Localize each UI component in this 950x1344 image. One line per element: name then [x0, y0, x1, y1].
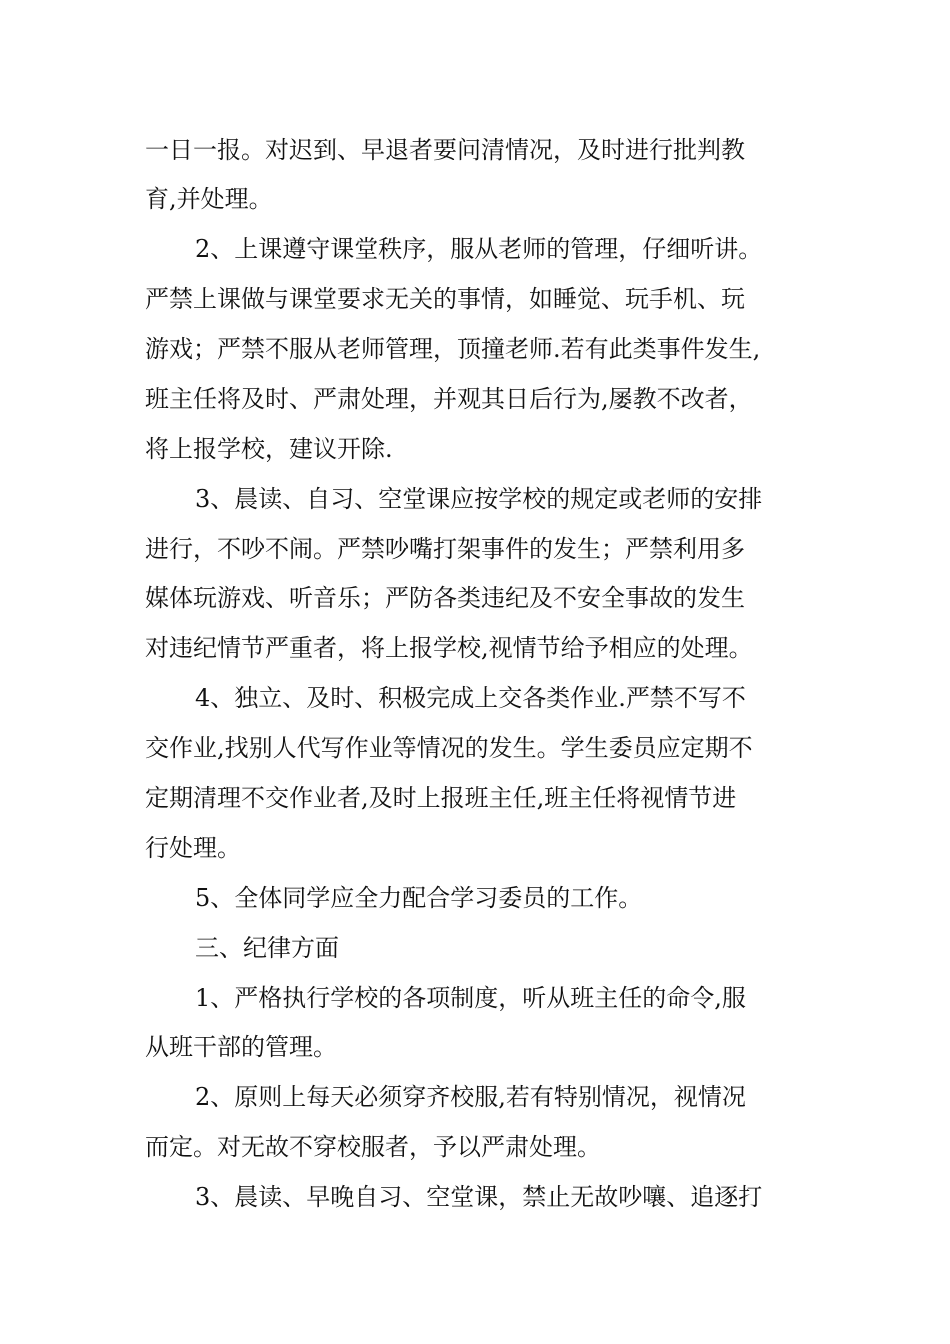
text-line: 2、原则上每天必须穿齐校服,若有特别情况，视情况 [195, 1083, 746, 1111]
text-line: 5、全体同学应全力配合学习委员的工作。 [195, 884, 643, 912]
text-line: 2、上课遵守课堂秩序，服从老师的管理，仔细听讲。 [195, 235, 763, 263]
section-heading: 三、纪律方面 [195, 934, 339, 962]
text-line: 育,并处理。 [145, 185, 273, 213]
text-line: 将上报学校，建议开除. [145, 435, 393, 463]
text-line: 一日一报。对迟到、早退者要问清情况，及时进行批判教 [145, 136, 745, 164]
text-line: 从班干部的管理。 [145, 1033, 337, 1061]
text-line: 4、独立、及时、积极完成上交各类作业.严禁不写不 [195, 684, 746, 712]
text-line: 3、晨读、自习、空堂课应按学校的规定或老师的安排 [195, 485, 763, 513]
text-line: 而定。对无故不穿校服者，予以严肃处理。 [145, 1133, 601, 1161]
text-line: 媒体玩游戏、听音乐；严防各类违纪及不安全事故的发生 [145, 584, 745, 612]
text-line: 班主任将及时、严肃处理，并观其日后行为,屡教不改者， [145, 385, 753, 413]
text-line: 3、晨读、早晚自习、空堂课，禁止无故吵嚷、追逐打 [195, 1183, 763, 1211]
text-line: 1、严格执行学校的各项制度，听从班主任的命令,服 [195, 984, 746, 1012]
text-line: 定期清理不交作业者,及时上报班主任,班主任将视情节进 [145, 784, 737, 812]
text-line: 进行，不吵不闹。严禁吵嘴打架事件的发生；严禁利用多 [145, 535, 745, 563]
text-line: 游戏；严禁不服从老师管理，顶撞老师.若有此类事件发生, [145, 335, 761, 363]
text-line: 严禁上课做与课堂要求无关的事情，如睡觉、玩手机、玩 [145, 285, 745, 313]
text-line: 对违纪情节严重者，将上报学校,视情节给予相应的处理。 [145, 634, 753, 662]
text-line: 行处理。 [145, 834, 241, 862]
text-line: 交作业,找别人代写作业等情况的发生。学生委员应定期不 [145, 734, 753, 762]
